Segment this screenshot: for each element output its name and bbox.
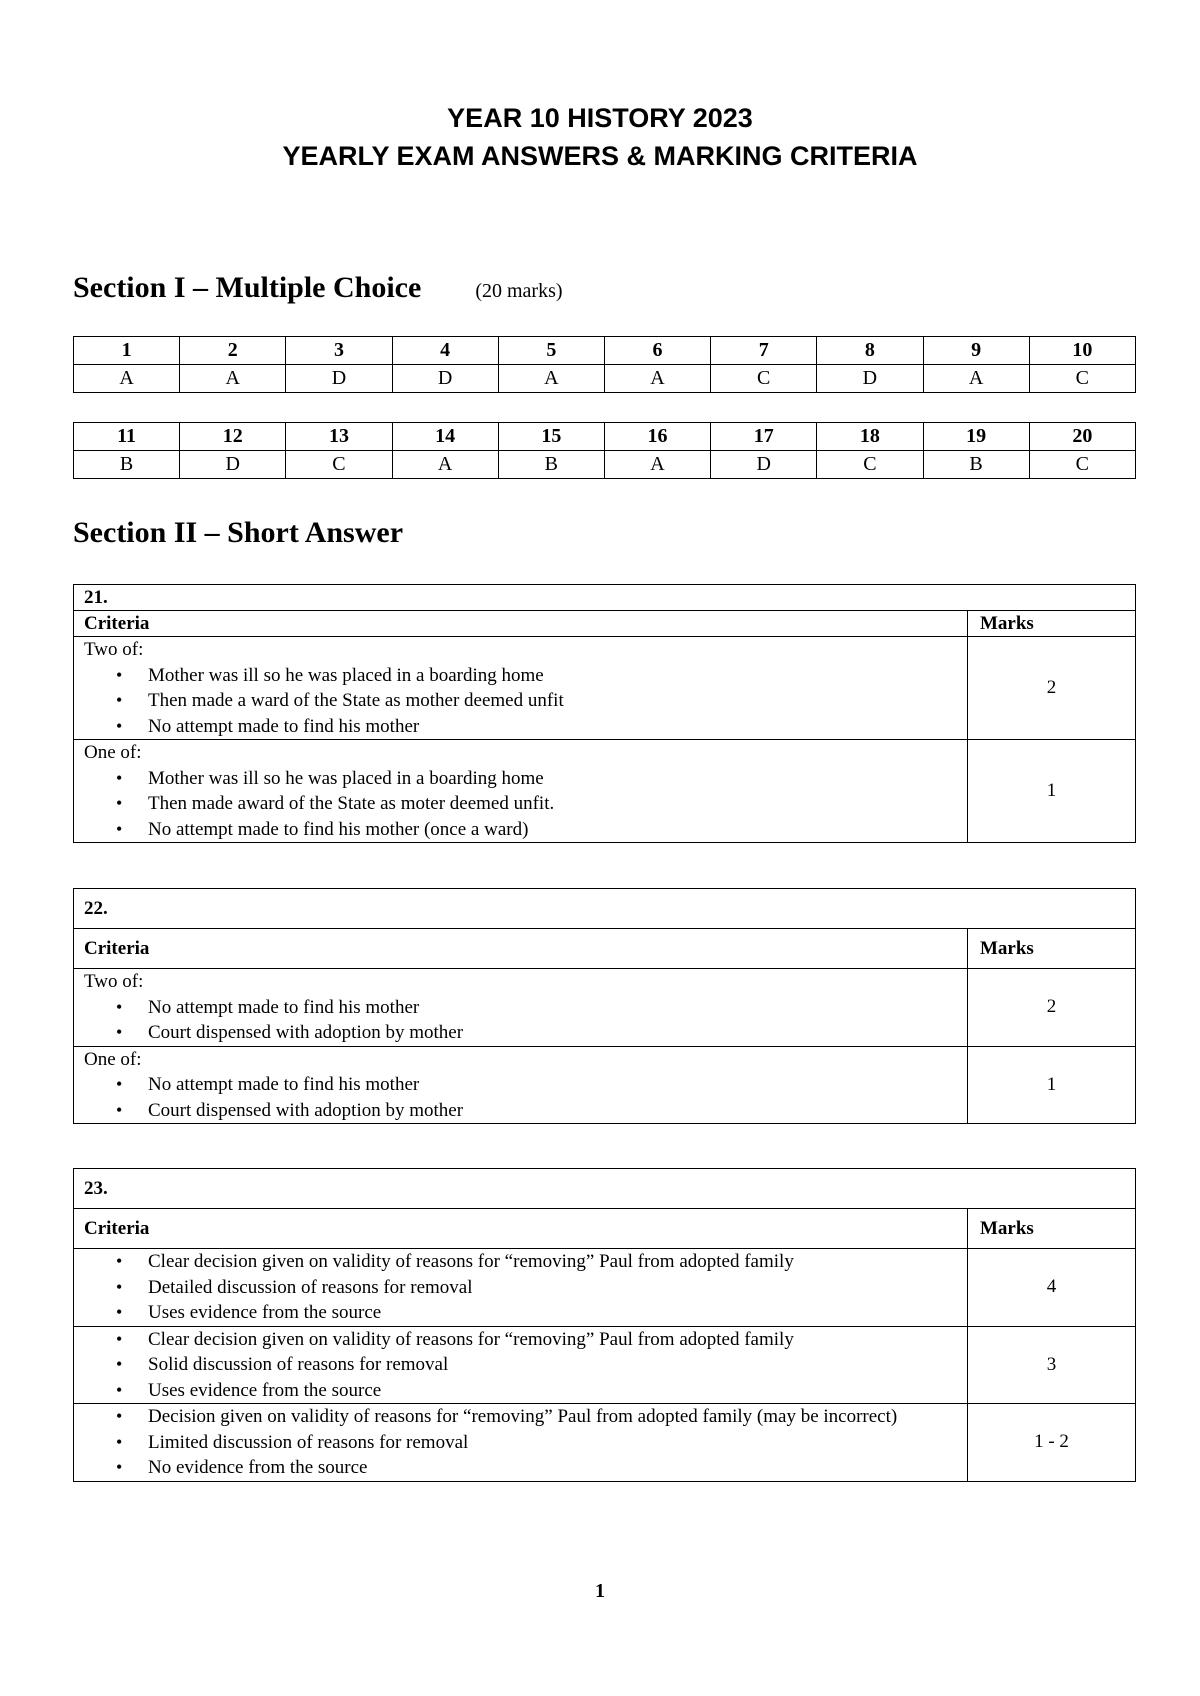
mc-question-number: 9 [923,337,1029,365]
marks-header: Marks [968,1209,1136,1249]
section-1-title: Section I – Multiple Choice [73,271,422,304]
criteria-cell [74,1249,968,1327]
question-number-row [74,889,1136,929]
criteria-point: • Clear decision given on validity of reasons for “removing” Paul from adopted family [148,1327,967,1353]
mc-answer: A [604,451,710,479]
page-number: 1 [595,1580,605,1602]
criteria-point: • Solid discussion of reasons for removal [148,1352,967,1378]
mc-answer: B [74,451,180,479]
marking-band-row [74,1046,1136,1124]
criteria-list [84,766,967,843]
section-1-heading [73,270,563,309]
mc-question-number: 16 [604,423,710,451]
mc-answer: D [286,365,392,393]
criteria-header-row [74,611,1136,637]
mc-answer: A [180,365,286,393]
mc-question-numbers-row [74,423,1136,451]
mc-question-number: 13 [286,423,392,451]
criteria-header: Criteria [74,929,968,969]
question-number: 23. [74,1169,1136,1209]
marks-value: 1 - 2 [968,1404,1136,1482]
marks-value: 2 [968,969,1136,1047]
marks-value: 1 [968,1046,1136,1124]
question-23-marking-table [73,1168,1136,1482]
criteria-point: • No attempt made to find his mother [148,995,967,1021]
mc-question-number: 11 [74,423,180,451]
question-number-row [74,585,1136,611]
mc-answer: D [817,365,923,393]
mc-question-numbers-row [74,337,1136,365]
criteria-point: • Uses evidence from the source [148,1378,967,1404]
criteria-cell [74,637,968,740]
criteria-point: • Decision given on validity of reasons for “removing” Paul from adopted family (may be incorrect) [148,1404,967,1430]
mc-answer: D [392,365,498,393]
mc-question-number: 20 [1029,423,1135,451]
mc-answer: A [498,365,604,393]
mc-answer: C [817,451,923,479]
mc-answer: B [923,451,1029,479]
section-2-heading: Section II – Short Answer [73,516,404,549]
mc-question-number: 14 [392,423,498,451]
criteria-header-row [74,1209,1136,1249]
marks-header: Marks [968,929,1136,969]
marking-band-row [74,1404,1136,1482]
mc-question-number: 3 [286,337,392,365]
criteria-lead: One of: [84,1048,142,1070]
criteria-point: • Detailed discussion of reasons for removal [148,1275,967,1301]
criteria-point: • No attempt made to find his mother (once a ward) [148,817,967,843]
criteria-point: • Then made award of the State as moter deemed unfit. [148,791,967,817]
mc-answer: C [711,365,817,393]
criteria-list [84,1404,967,1481]
criteria-point: • Then made a ward of the State as mother deemed unfit [148,688,967,714]
question-number: 22. [74,889,1136,929]
mc-answer: C [1029,451,1135,479]
criteria-point: • Mother was ill so he was placed in a boarding home [148,663,967,689]
mc-question-number: 6 [604,337,710,365]
mc-answer: D [180,451,286,479]
marks-value: 1 [968,740,1136,843]
criteria-list [84,1072,967,1123]
mc-answer: C [286,451,392,479]
criteria-list [84,995,967,1046]
criteria-point: • Court dispensed with adoption by mother [148,1098,967,1124]
criteria-header: Criteria [74,611,968,637]
mc-answer: A [392,451,498,479]
mc-question-number: 10 [1029,337,1135,365]
criteria-cell [74,969,968,1047]
criteria-point: • Uses evidence from the source [148,1300,967,1326]
mc-question-number: 19 [923,423,1029,451]
marks-value: 3 [968,1326,1136,1404]
mc-question-number: 7 [711,337,817,365]
mc-question-number: 15 [498,423,604,451]
mc-answer: C [1029,365,1135,393]
criteria-point: • No attempt made to find his mother [148,1072,967,1098]
mc-answer: A [74,365,180,393]
mc-question-number: 4 [392,337,498,365]
mc-answers-row [74,365,1136,393]
mc-answer-table-1 [73,336,1136,393]
criteria-header-row [74,929,1136,969]
marking-band-row [74,637,1136,740]
criteria-point: • Mother was ill so he was placed in a boarding home [148,766,967,792]
question-22-marking-table [73,888,1136,1124]
marking-band-row [74,740,1136,843]
mc-answer: D [711,451,817,479]
marks-header: Marks [968,611,1136,637]
criteria-list [84,663,967,740]
marking-band-row [74,1326,1136,1404]
marks-value: 2 [968,637,1136,740]
mc-question-number: 18 [817,423,923,451]
criteria-cell [74,1404,968,1482]
mc-answer: B [498,451,604,479]
mc-answer-table-2 [73,422,1136,479]
mc-question-number: 17 [711,423,817,451]
document-title: YEAR 10 HISTORY 2023 [447,103,753,133]
mc-answer: A [923,365,1029,393]
marks-value: 4 [968,1249,1136,1327]
criteria-header: Criteria [74,1209,968,1249]
criteria-point: • Clear decision given on validity of reasons for “removing” Paul from adopted family [148,1249,967,1275]
mc-question-number: 12 [180,423,286,451]
marking-band-row [74,969,1136,1047]
mc-answers-row [74,451,1136,479]
criteria-lead: Two of: [84,639,144,660]
criteria-point: • No attempt made to find his mother [148,714,967,740]
criteria-cell [74,740,968,843]
criteria-lead: One of: [84,742,142,763]
criteria-point: • No evidence from the source [148,1455,967,1481]
document-subtitle: YEARLY EXAM ANSWERS & MARKING CRITERIA [282,141,918,171]
question-21-marking-table [73,584,1136,843]
marking-band-row [74,1249,1136,1327]
criteria-point: • Limited discussion of reasons for removal [148,1430,967,1456]
mc-question-number: 8 [817,337,923,365]
mc-answer: A [604,365,710,393]
section-1-marks-note: (20 marks) [475,280,563,302]
mc-question-number: 2 [180,337,286,365]
criteria-cell [74,1326,968,1404]
criteria-point: • Court dispensed with adoption by mother [148,1020,967,1046]
criteria-lead: Two of: [84,971,144,992]
mc-question-number: 5 [498,337,604,365]
criteria-list [84,1327,967,1404]
question-number: 21. [74,585,1136,611]
mc-question-number: 1 [74,337,180,365]
criteria-list [84,1249,967,1326]
question-number-row [74,1169,1136,1209]
criteria-cell [74,1046,968,1124]
